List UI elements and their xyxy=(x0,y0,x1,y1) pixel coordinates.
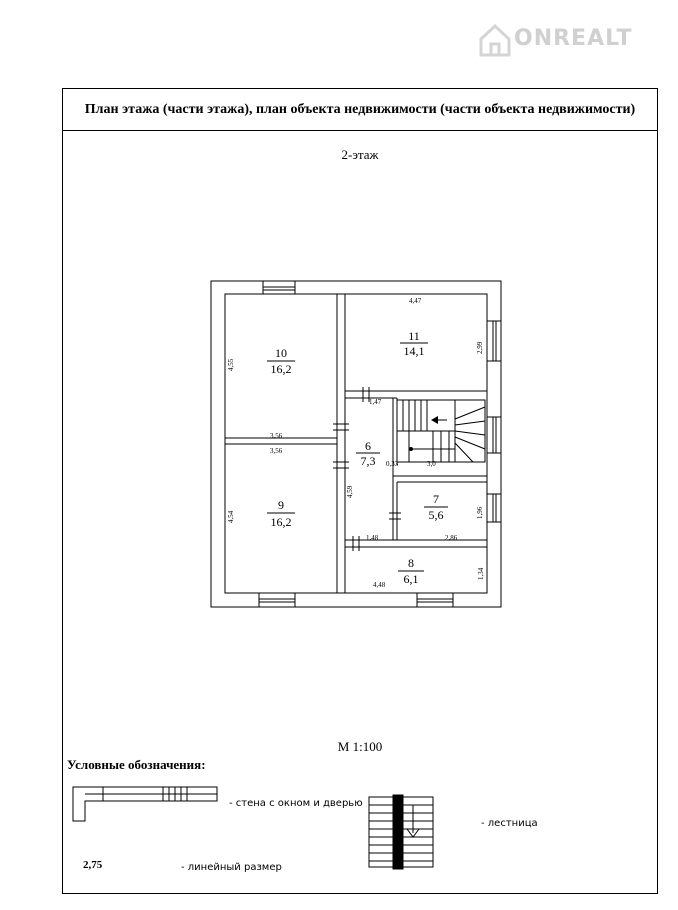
dim-1-47: 1,47 xyxy=(369,398,382,406)
page-title: План этажа (части этажа), план объекта недвижимости (части объекта недвижимости) xyxy=(63,89,657,131)
dim-4-54: 4,54 xyxy=(227,510,235,523)
legend-wall-symbol xyxy=(73,787,217,821)
legend-dimension-label: - линейный размер xyxy=(181,862,282,873)
room-11-number: 11 xyxy=(408,329,420,343)
dim-4-48: 4,48 xyxy=(373,581,386,589)
floor-label: 2-этаж xyxy=(341,147,379,162)
dim-1-48: 1,48 xyxy=(366,534,379,542)
dim-1-96: 1,96 xyxy=(476,506,484,519)
dim-3-56-top: 3,56 xyxy=(270,432,283,440)
room-6-number: 6 xyxy=(365,439,371,453)
dim-3-56-bottom: 3,56 xyxy=(270,447,283,455)
room-8-area: 6,1 xyxy=(403,572,419,586)
room-8-number: 8 xyxy=(408,556,414,570)
dim-4-55: 4,55 xyxy=(227,358,235,371)
watermark-brand: ONREALT xyxy=(514,26,633,51)
scale-label: М 1:100 xyxy=(337,739,383,754)
room-7-number: 7 xyxy=(433,492,439,506)
room-11-area: 14,1 xyxy=(403,344,425,358)
legend-stairs-symbol xyxy=(369,795,433,869)
dim-4-59: 4,59 xyxy=(346,485,354,498)
room-10-number: 10 xyxy=(275,346,287,360)
document-frame xyxy=(62,88,658,894)
room-7-area: 5,6 xyxy=(428,508,444,522)
dim-0-33: 0,33 xyxy=(386,460,399,468)
house-icon xyxy=(478,22,512,58)
watermark-logo xyxy=(478,22,668,64)
dim-2-86: 2,86 xyxy=(445,534,458,542)
room-9-area: 16,2 xyxy=(270,515,292,529)
room-10-area: 16,2 xyxy=(270,362,292,376)
dim-1-34: 1,34 xyxy=(477,567,485,580)
staircase xyxy=(397,400,485,462)
room-6-area: 7,3 xyxy=(360,454,376,468)
dim-4-47: 4,47 xyxy=(409,297,422,305)
legend-dimension-sample: 2,75 xyxy=(83,859,103,871)
legend-stairs-label: - лестница xyxy=(481,818,538,829)
legend-wall-label: - стена с окном и дверью xyxy=(229,798,363,809)
room-9-number: 9 xyxy=(278,498,284,512)
door-marks xyxy=(333,387,401,551)
dim-2-99: 2,99 xyxy=(476,341,484,354)
legend-title: Условные обозначения: xyxy=(67,757,206,772)
dim-3-0: 3,0 xyxy=(427,460,436,468)
